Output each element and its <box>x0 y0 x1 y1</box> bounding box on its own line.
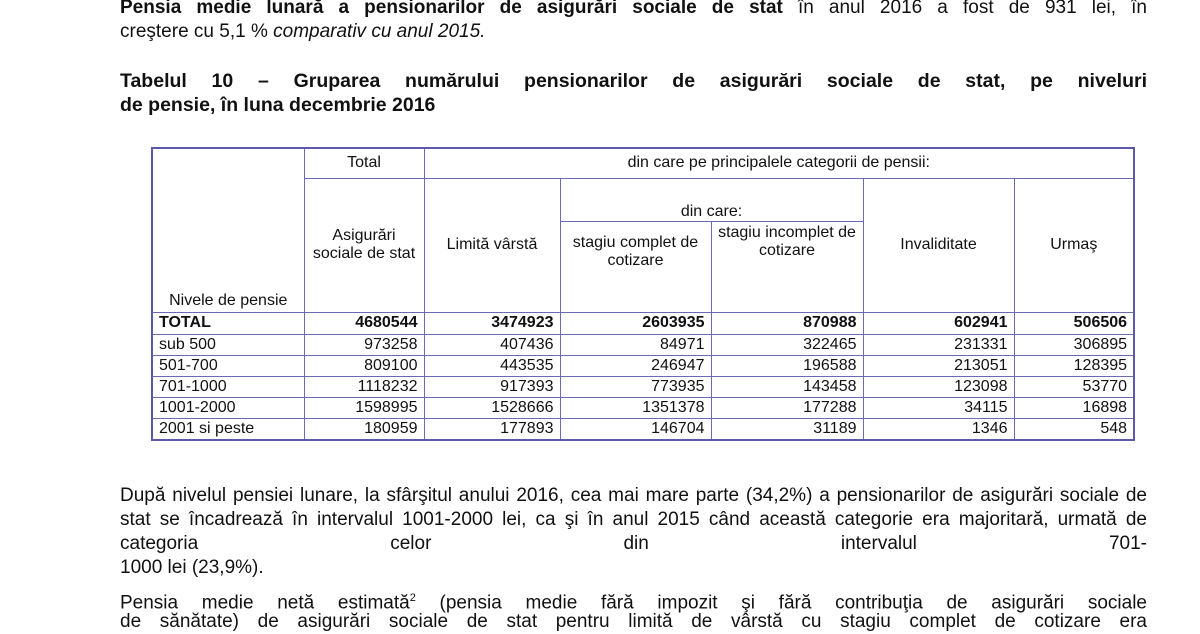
row-label: 2001 si peste <box>152 418 304 440</box>
cell-value: 213051 <box>863 355 1014 376</box>
cell-value: 31189 <box>711 418 863 440</box>
header-levels: Nivele de pensie <box>152 148 304 312</box>
cell-value: 306895 <box>1014 334 1134 355</box>
table-row <box>152 418 1134 440</box>
cell-value: 773935 <box>560 376 711 397</box>
table-title-line-2: de pensie, în luna decembrie 2016 <box>120 94 436 116</box>
table-title-line-1: Tabelul 10 – Gruparea numărului pensionarilor de asigurări sociale de stat, pe niveluri <box>120 70 1147 92</box>
cell-value: 917393 <box>424 376 560 397</box>
header-invalidity: Invaliditate <box>863 178 1014 312</box>
cell-value: 180959 <box>304 418 424 440</box>
paragraph-1-end: 1000 lei (23,9%). <box>120 557 264 578</box>
cell-value: 2603935 <box>560 312 711 334</box>
header-categories: din care pe principalele categorii de pensii: <box>424 148 1134 178</box>
cell-value: 602941 <box>863 312 1014 334</box>
cell-value: 809100 <box>304 355 424 376</box>
table-row <box>152 355 1134 376</box>
cell-value: 177288 <box>711 397 863 418</box>
row-label: 701-1000 <box>152 376 304 397</box>
cell-value: 84971 <box>560 334 711 355</box>
row-label: sub 500 <box>152 334 304 355</box>
header-total: Total <box>304 148 424 178</box>
intro-line-1: Pensia medie lunară a pensionarilor de asigurări sociale de stat în anul 2016 a fost de 931 lei, în <box>120 0 1147 18</box>
cell-value: 196588 <box>711 355 863 376</box>
cell-value: 34115 <box>863 397 1014 418</box>
cell-value: 123098 <box>863 376 1014 397</box>
cell-value: 231331 <box>863 334 1014 355</box>
table-row <box>152 334 1134 355</box>
cell-value: 1346 <box>863 418 1014 440</box>
cell-value: 1118232 <box>304 376 424 397</box>
table-row <box>152 397 1134 418</box>
cell-value: 407436 <box>424 334 560 355</box>
cell-value: 128395 <box>1014 355 1134 376</box>
header-survivor: Urmaş <box>1014 178 1134 312</box>
pension-table <box>151 147 1135 441</box>
total-row <box>152 312 1134 334</box>
row-label: 501-700 <box>152 355 304 376</box>
cell-value: 1351378 <box>560 397 711 418</box>
cell-value: 4680544 <box>304 312 424 334</box>
header-state-insurance: Asigurări sociale de stat <box>304 178 424 312</box>
cell-value: 322465 <box>711 334 863 355</box>
cell-value: 143458 <box>711 376 863 397</box>
cell-value: 870988 <box>711 312 863 334</box>
cell-value: 443535 <box>424 355 560 376</box>
cell-value: 506506 <box>1014 312 1134 334</box>
cell-value: 246947 <box>560 355 711 376</box>
cell-value: 1598995 <box>304 397 424 418</box>
intro-line-2: creştere cu 5,1 % comparativ cu anul 2015. <box>120 21 486 42</box>
footnote-ref: 2 <box>409 592 416 604</box>
cell-value: 53770 <box>1014 376 1134 397</box>
row-label: TOTAL <box>152 312 304 334</box>
cell-value: 973258 <box>304 334 424 355</box>
header-din-care: din care: <box>560 178 863 221</box>
cell-value: 177893 <box>424 418 560 440</box>
header-complete: stagiu complet de cotizare <box>560 221 711 312</box>
paragraph-2-line-2: de sănătate) de asigurări sociale de stat pentru limită de vârstă cu stagiu complet de cotizare era <box>120 611 1147 632</box>
paragraph-1: După nivelul pensiei lunare, la sfârşitul anului 2016, cea mai mare parte (34,2%) a pensionarilor de asigurări sociale de stat se încadrează în intervalul 1001-2000 lei, ca şi în anul 2015 când această categorie era majoritară, urmată de categoria celor din intervalul 701- <box>120 485 1147 554</box>
cell-value: 548 <box>1014 418 1134 440</box>
cell-value: 3474923 <box>424 312 560 334</box>
header-incomplete: stagiu incomplet de cotizare <box>711 221 863 312</box>
cell-value: 16898 <box>1014 397 1134 418</box>
paragraph-2: Pensia medie netă estimată$^2$ (pensia medie fără impozit şi fără contribuţia de asigurări sociale <box>120 592 1147 614</box>
cell-value: 1528666 <box>424 397 560 418</box>
row-label: 1001-2000 <box>152 397 304 418</box>
cell-value: 146704 <box>560 418 711 440</box>
table-row <box>152 376 1134 397</box>
header-age-limit: Limită vârstă <box>424 178 560 312</box>
